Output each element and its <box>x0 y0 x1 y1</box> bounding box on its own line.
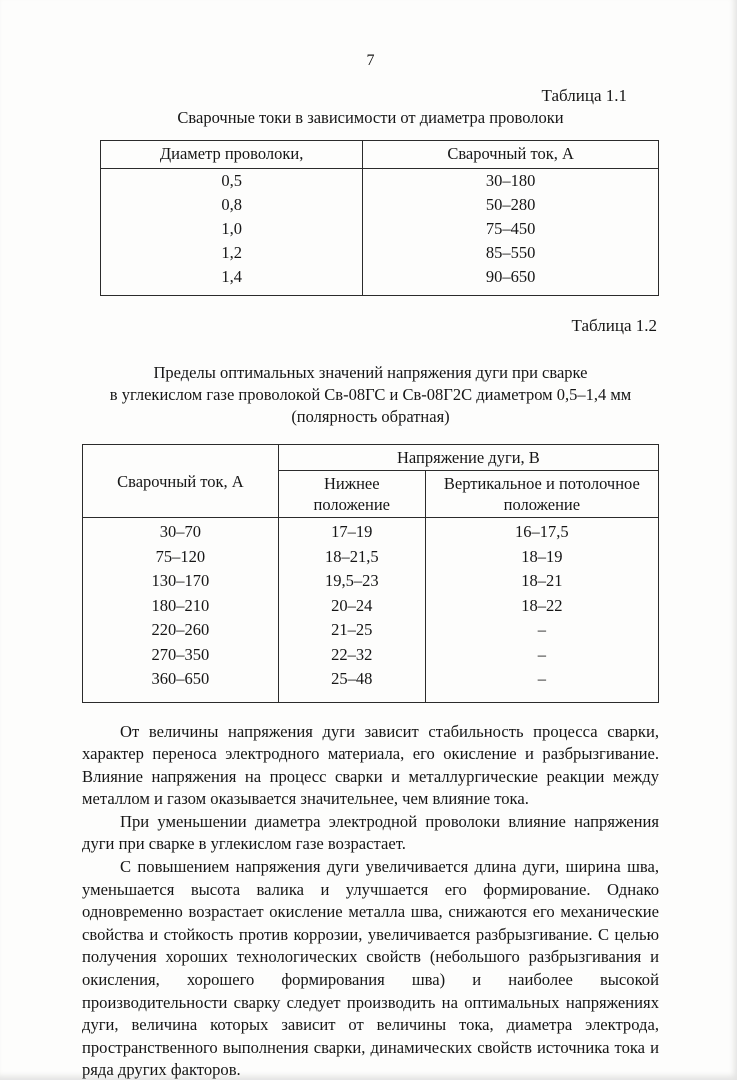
paragraph: При уменьшении диаметра электродной проволоки влияние напряжения дуги при сварке в углекислом газе возрастает. <box>82 811 659 854</box>
table-cell: 18–21 <box>425 569 658 594</box>
page-number: 7 <box>366 52 375 69</box>
table-row <box>101 193 659 217</box>
table-cell: 1,0 <box>221 219 242 238</box>
column-group-header: Напряжение дуги, В <box>278 445 658 471</box>
table-cell: – <box>425 643 658 668</box>
table-cell: 18–22 <box>425 594 658 619</box>
table-1-2-label: Таблица 1.2 <box>571 316 657 335</box>
wire-diameter-current-table <box>100 140 659 296</box>
table-cell: 50–280 <box>363 193 659 217</box>
table-row <box>101 169 659 194</box>
column-header: Сварочный ток, А <box>83 445 279 518</box>
table-cell: 21–25 <box>278 618 425 643</box>
table-cell: 75–450 <box>363 217 659 241</box>
table-row <box>101 241 659 265</box>
table-cell: 75–120 <box>83 545 279 570</box>
table-row <box>83 643 659 668</box>
table-cell: 130–170 <box>83 569 279 594</box>
table-cell: 85–550 <box>363 241 659 265</box>
table-row <box>83 667 659 702</box>
paragraph: С повышением напряжения дуги увеличивается длина дуги, ширина шва, уменьшается высота валика и улучшается его формирование. Однако одновременно возрастает окисление металла шва, снижаются его механические свойства и стойкость против коррозии, увеличивается разбрызгивание. С целью получения хороших технологических свойств (небольшого разбрызгивания и окисления, хорошего формирования шва) и наиболее высокой производительности сварку следует производить на оптимальных напряжениях дуги, величина которых зависит от величины тока, диаметра электрода, пространственного выполнения сварки, динамических свойств источника тока и ряда других факторов. <box>82 857 659 1080</box>
table-cell: – <box>425 618 658 643</box>
table-cell: – <box>425 667 658 702</box>
table-cell: 270–350 <box>83 643 279 668</box>
table-cell: 20–24 <box>278 594 425 619</box>
table-cell: 18–19 <box>425 545 658 570</box>
table-row <box>83 569 659 594</box>
table-row <box>101 217 659 241</box>
table-row <box>83 594 659 619</box>
column-header: Сварочный ток, А <box>363 141 659 169</box>
table-cell: 180–210 <box>83 594 279 619</box>
table-1-1-label: Таблица 1.1 <box>541 86 627 105</box>
table-header-row <box>83 445 659 471</box>
table-cell: 17–19 <box>278 518 425 545</box>
table-row <box>83 618 659 643</box>
table-header-row <box>101 141 659 169</box>
table-cell: 1,2 <box>221 243 242 262</box>
title-line: Пределы оптимальных значений напряжения дуги при сварке <box>153 363 588 382</box>
table-body <box>101 169 659 296</box>
table-cell: 360–650 <box>83 667 279 702</box>
table-1-2-title <box>82 362 659 428</box>
table-cell: 220–260 <box>83 618 279 643</box>
table-cell: 18–21,5 <box>278 545 425 570</box>
table-body <box>83 518 659 703</box>
table-cell: 16–17,5 <box>425 518 658 545</box>
table-row <box>101 265 659 296</box>
column-header: Нижнее положение <box>278 471 425 518</box>
title-line: (полярность обратная) <box>291 407 450 426</box>
table-row <box>83 518 659 545</box>
table-cell: 22–32 <box>278 643 425 668</box>
table-1-1-title: Сварочные токи в зависимости от диаметра проволоки <box>177 108 564 127</box>
table-cell: 0,5 <box>221 171 242 190</box>
table-cell: 0,8 <box>221 195 242 214</box>
table-cell: 19,5–23 <box>278 569 425 594</box>
table-cell: 1,4 <box>221 267 242 286</box>
table-cell: 30–180 <box>363 169 659 194</box>
column-header: Диаметр проволоки, <box>101 141 363 169</box>
table-cell: 90–650 <box>363 265 659 296</box>
paragraph: От величины напряжения дуги зависит стабильность процесса сварки, характер переноса электродного материала, его окисление и разбрызгивание. Влияние напряжения на процесс сварки и металлургические реакции между металлом и газом оказывается значительнее, чем влияние тока. <box>82 721 659 809</box>
title-line: в углекислом газе проволокой Св-08ГС и Св-08Г2С диаметром 0,5–1,4 мм <box>109 385 632 404</box>
table-cell: 30–70 <box>83 518 279 545</box>
body-text <box>82 721 659 1080</box>
table-row <box>83 545 659 570</box>
table-cell: 25–48 <box>278 667 425 702</box>
column-header: Вертикальное и потолочное положение <box>425 471 658 518</box>
arc-voltage-limits-table <box>82 444 659 703</box>
